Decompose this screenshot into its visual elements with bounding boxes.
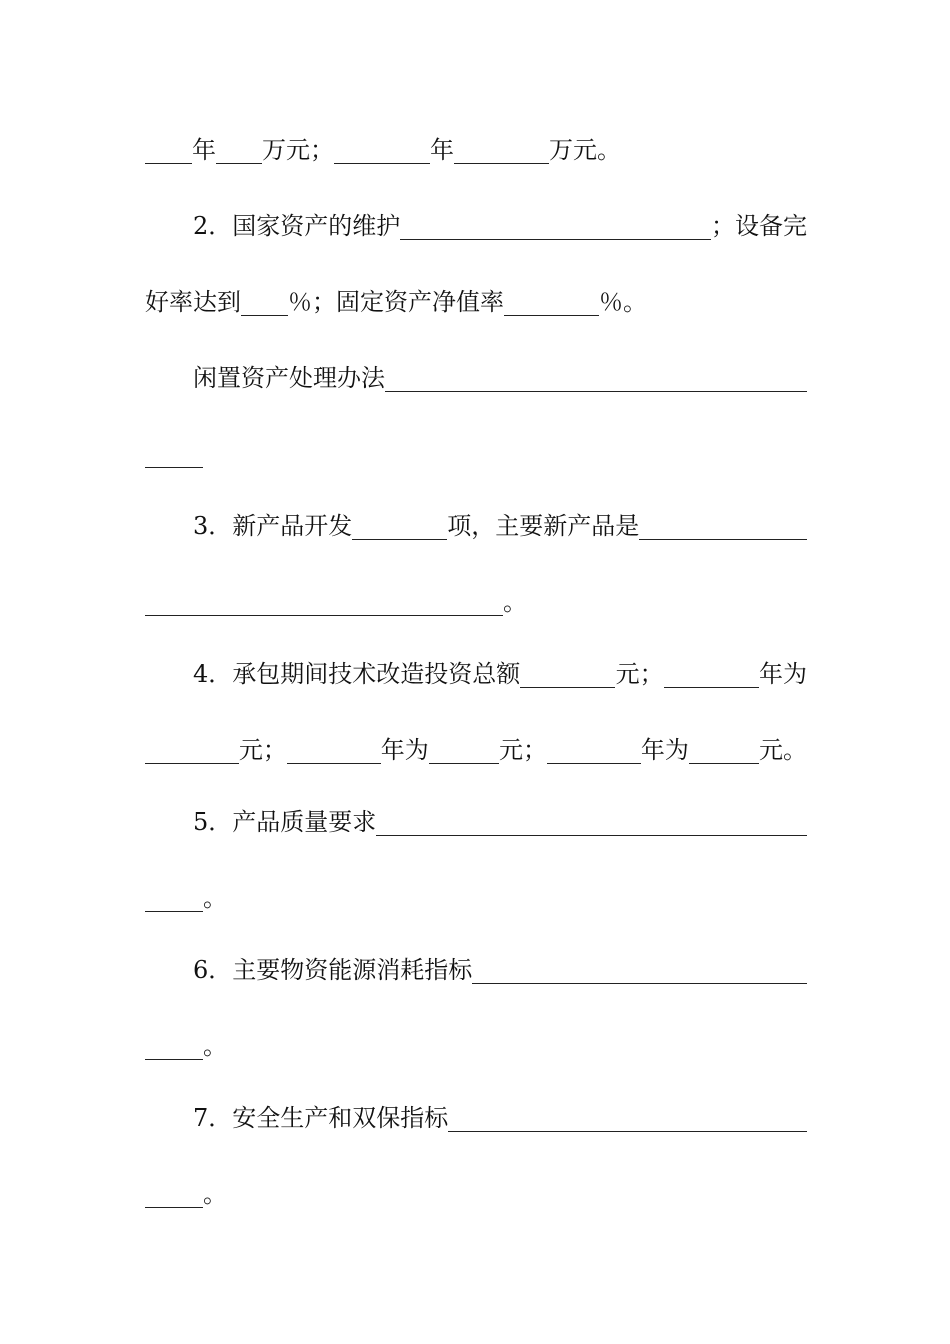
blank-field[interactable] bbox=[145, 733, 239, 764]
blank-field[interactable] bbox=[472, 953, 807, 984]
text-yuan: 元； bbox=[498, 736, 547, 764]
blank-field[interactable] bbox=[145, 133, 192, 164]
text-period: 。 bbox=[203, 1180, 227, 1208]
blank-field[interactable] bbox=[385, 361, 807, 392]
text-period: 。 bbox=[503, 588, 527, 616]
text-net-value-rate: ％；固定资产净值率 bbox=[288, 288, 504, 316]
text-yuan: 元； bbox=[238, 736, 287, 764]
line-idle-assets bbox=[145, 358, 807, 398]
line-energy-consumption bbox=[145, 950, 807, 990]
text-year: 年 bbox=[192, 136, 216, 164]
text-year: 年 bbox=[430, 136, 454, 164]
line-continuation bbox=[145, 434, 807, 474]
item-4-label: 4．承包期间技术改造投资总额 bbox=[193, 660, 521, 688]
line-continuation bbox=[145, 1174, 807, 1214]
item-3-label: 3．新产品开发 bbox=[193, 512, 353, 540]
line-new-products bbox=[145, 506, 807, 546]
blank-field[interactable] bbox=[145, 1177, 203, 1208]
line-safety-indicators bbox=[145, 1098, 807, 1138]
blank-field[interactable] bbox=[376, 805, 807, 836]
line-asset-rates bbox=[145, 282, 807, 322]
line-year-amounts bbox=[145, 130, 807, 170]
blank-field[interactable] bbox=[145, 881, 203, 912]
blank-field[interactable] bbox=[400, 209, 711, 240]
text-wan-yuan: 万元。 bbox=[549, 136, 621, 164]
line-tech-investment bbox=[145, 654, 807, 694]
text-yuan: 元； bbox=[615, 660, 664, 688]
blank-field[interactable] bbox=[352, 509, 447, 540]
blank-field[interactable] bbox=[639, 509, 807, 540]
blank-field[interactable] bbox=[145, 1029, 203, 1060]
blank-field[interactable] bbox=[241, 285, 288, 316]
item-2-label: 2．国家资产的维护 bbox=[193, 212, 401, 240]
text-yuan: 元。 bbox=[759, 736, 808, 764]
line-continuation bbox=[145, 582, 807, 622]
text-period: 。 bbox=[203, 1032, 227, 1060]
text-main-new-products: 项，主要新产品是 bbox=[447, 512, 640, 540]
item-6-label: 6．主要物资能源消耗指标 bbox=[193, 956, 473, 984]
line-continuation bbox=[145, 1026, 807, 1066]
blank-field[interactable] bbox=[454, 133, 549, 164]
blank-field[interactable] bbox=[145, 437, 203, 468]
text-year-for: 年为 bbox=[640, 736, 689, 764]
blank-field[interactable] bbox=[334, 133, 430, 164]
blank-field[interactable] bbox=[145, 585, 503, 616]
blank-field[interactable] bbox=[664, 657, 759, 688]
text-year-for: 年为 bbox=[380, 736, 429, 764]
text-idle-assets: 闲置资产处理办法 bbox=[193, 364, 385, 392]
line-continuation bbox=[145, 878, 807, 918]
item-5-label: 5．产品质量要求 bbox=[193, 808, 377, 836]
blank-field[interactable] bbox=[504, 285, 599, 316]
blank-field[interactable] bbox=[689, 733, 759, 764]
line-quality-requirements bbox=[145, 802, 807, 842]
text-equipment: ；设备完 bbox=[711, 212, 807, 240]
blank-field[interactable] bbox=[547, 733, 641, 764]
text-period: 。 bbox=[203, 884, 227, 912]
text-year-for: 年为 bbox=[758, 660, 807, 688]
text-wan-yuan: 万元； bbox=[262, 136, 334, 164]
text-percent: ％。 bbox=[599, 288, 647, 316]
line-yearly-investment bbox=[145, 730, 807, 770]
blank-field[interactable] bbox=[216, 133, 262, 164]
blank-field[interactable] bbox=[287, 733, 381, 764]
blank-field[interactable] bbox=[429, 733, 499, 764]
line-asset-maintenance bbox=[145, 206, 807, 246]
text-good-rate: 好率达到 bbox=[145, 288, 241, 316]
blank-field[interactable] bbox=[520, 657, 615, 688]
item-7-label: 7．安全生产和双保指标 bbox=[193, 1104, 449, 1132]
blank-field[interactable] bbox=[448, 1101, 807, 1132]
